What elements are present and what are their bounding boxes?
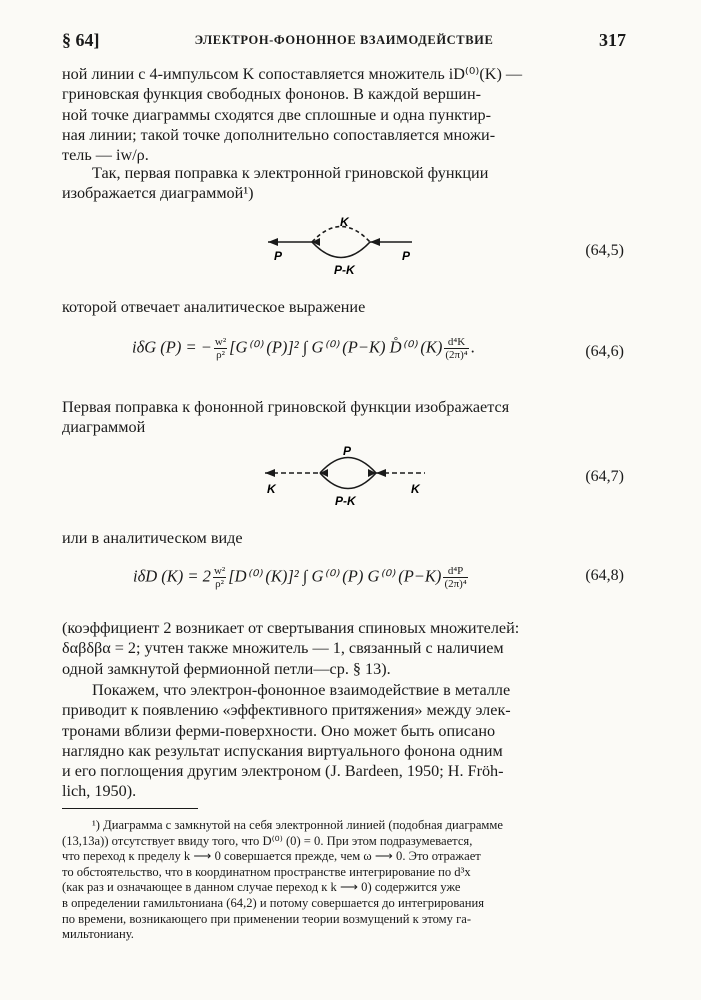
- formula-lhs: iδG (P) = −: [132, 337, 212, 357]
- arrow-left-icon: [265, 469, 275, 477]
- text-line: Так, первая поправка к электронной гриновской функции: [92, 164, 489, 182]
- text-line: lich, 1950).: [62, 782, 137, 801]
- footnote-line: (13,13а)) отсутствует ввиду того, что D⁽⁰⁾ (0) = 0. При этом подразумевается,: [62, 833, 473, 848]
- arrow-left-icon: [376, 469, 386, 477]
- text-line: δαβδβα = 2; учтен также множитель — 1, связанный с наличием: [62, 639, 504, 658]
- footnote-line: мильтониану.: [62, 927, 134, 942]
- running-title: ЭЛЕКТРОН-ФОНОННОЕ ВЗАИМОДЕЙСТВИЕ: [194, 33, 494, 47]
- page-header: [62, 30, 626, 54]
- paragraph-5: [62, 680, 624, 802]
- fraction: [213, 565, 226, 590]
- text-line: или в аналитическом виде: [62, 529, 243, 547]
- feynman-diagram-electron-self-energy: [260, 212, 430, 282]
- fraction: [443, 565, 467, 590]
- equation-64-8: [133, 565, 470, 590]
- electron-line-lower: [320, 473, 376, 489]
- label-bottom: P-K: [334, 263, 355, 277]
- footnote-divider: [62, 808, 198, 809]
- text-line: одной замкнутой фермионной петли—ср. § 13).: [62, 659, 391, 678]
- equation-64-6: [132, 336, 475, 361]
- electron-line-lower: [312, 242, 370, 258]
- text-line: гриновская функция свободных фононов. В каждой вершин-: [62, 85, 482, 104]
- formula-lhs: iδD (K) = 2: [133, 566, 211, 586]
- fraction-denominator: (2π)⁴: [445, 349, 468, 361]
- label-right: K: [411, 482, 420, 496]
- text-line: Первая поправка к фононной гриновской функции изображается: [62, 398, 510, 416]
- fraction-numerator: w²: [214, 336, 227, 348]
- equation-intro: [62, 297, 624, 317]
- paragraph-2: [62, 163, 624, 204]
- footnote: [62, 818, 624, 943]
- formula-tail: .: [470, 337, 475, 357]
- fraction-numerator: d⁴K: [444, 336, 468, 349]
- label-right: P: [402, 249, 411, 263]
- text-line: ной точке диаграммы сходятся две сплошные и одна пунктир-: [62, 105, 491, 124]
- text-line: наглядно как результат испускания виртуального фонона одним: [62, 741, 503, 760]
- formula-body: [D⁽⁰⁾ (K)]² ∫ G⁽⁰⁾ (P) G⁽⁰⁾ (P−K): [228, 566, 442, 586]
- text-line: ная линии; такой точке дополнительно сопоставляется множи-: [62, 125, 496, 144]
- equation-number: (64,8): [585, 567, 624, 584]
- label-top: P: [343, 444, 352, 458]
- section-label: § 64]: [62, 30, 100, 50]
- page-number: 317: [599, 30, 626, 50]
- text-line: и его поглощения другим электроном (J. Bardeen, 1950; H. Fröh-: [62, 762, 504, 781]
- electron-line-upper: [320, 458, 376, 474]
- paragraph-3: [62, 397, 624, 438]
- fraction: [214, 336, 227, 361]
- footnote-line: то обстоятельство, что в координатном пространстве интегрирование по d³x: [62, 864, 471, 879]
- text-line: тель — iw/ρ.: [62, 146, 149, 165]
- footnote-line: в определении гамильтониана (64,2) и потому совершается до интегрирования: [62, 895, 485, 910]
- text-line: которой отвечает аналитическое выражение: [62, 298, 366, 316]
- equation-number: (64,5): [585, 242, 624, 259]
- feynman-diagram-phonon-self-energy: [255, 443, 435, 513]
- label-left: K: [267, 482, 276, 496]
- arrow-left-icon: [320, 469, 328, 477]
- equation-number: (64,7): [585, 468, 624, 485]
- equation-number: (64,6): [585, 343, 624, 360]
- fraction-denominator: ρ²: [215, 578, 224, 590]
- text-line: ной линии с 4-импульсом K сопоставляется множитель iD⁽⁰⁾(K) —: [62, 65, 523, 83]
- label-top: K: [340, 215, 349, 229]
- fraction-denominator: ρ²: [216, 349, 225, 361]
- paragraph-4: [62, 618, 624, 679]
- label-left: P: [274, 249, 283, 263]
- text-line: (коэффициент 2 возникает от свертывания спиновых множителей:: [62, 619, 520, 637]
- text-line: Покажем, что электрон-фононное взаимодействие в металле: [92, 681, 511, 699]
- text-line: приводит к появлению «эффективного притяжения» между элек-: [62, 701, 511, 720]
- arrow-left-icon: [312, 238, 320, 246]
- formula-body: [G⁽⁰⁾ (P)]² ∫ G⁽⁰⁾ (P−K) D̊⁽⁰⁾ (K): [229, 337, 443, 357]
- footnote-line: ¹) Диаграмма с замкнутой на себя электронной линией (подобная диаграмме: [92, 818, 503, 832]
- fraction-numerator: d⁴P: [443, 565, 467, 578]
- equation-intro: [62, 528, 624, 548]
- arrow-left-icon: [370, 238, 380, 246]
- footnote-line: (как раз и означающее в данном случае переход к k ⟶ 0) содержится уже: [62, 880, 461, 895]
- footnote-line: по времени, возникающего при применении теории возмущений к этому га-: [62, 911, 472, 926]
- arrow-right-icon: [368, 469, 376, 477]
- text-line: диаграммой: [62, 418, 146, 437]
- arrow-left-icon: [268, 238, 278, 246]
- fraction: [444, 336, 468, 361]
- fraction-numerator: w²: [213, 565, 226, 577]
- footnote-line: что переход к пределу k ⟶ 0 совершается прежде, чем ω ⟶ 0. Это отражает: [62, 849, 481, 864]
- text-line: изображается диаграммой¹): [62, 184, 254, 203]
- fraction-denominator: (2π)⁴: [444, 578, 467, 590]
- text-line: тронами вблизи ферми-поверхности. Оно может быть описано: [62, 721, 496, 740]
- label-bottom: P-K: [335, 494, 356, 508]
- paragraph-1: [62, 64, 624, 165]
